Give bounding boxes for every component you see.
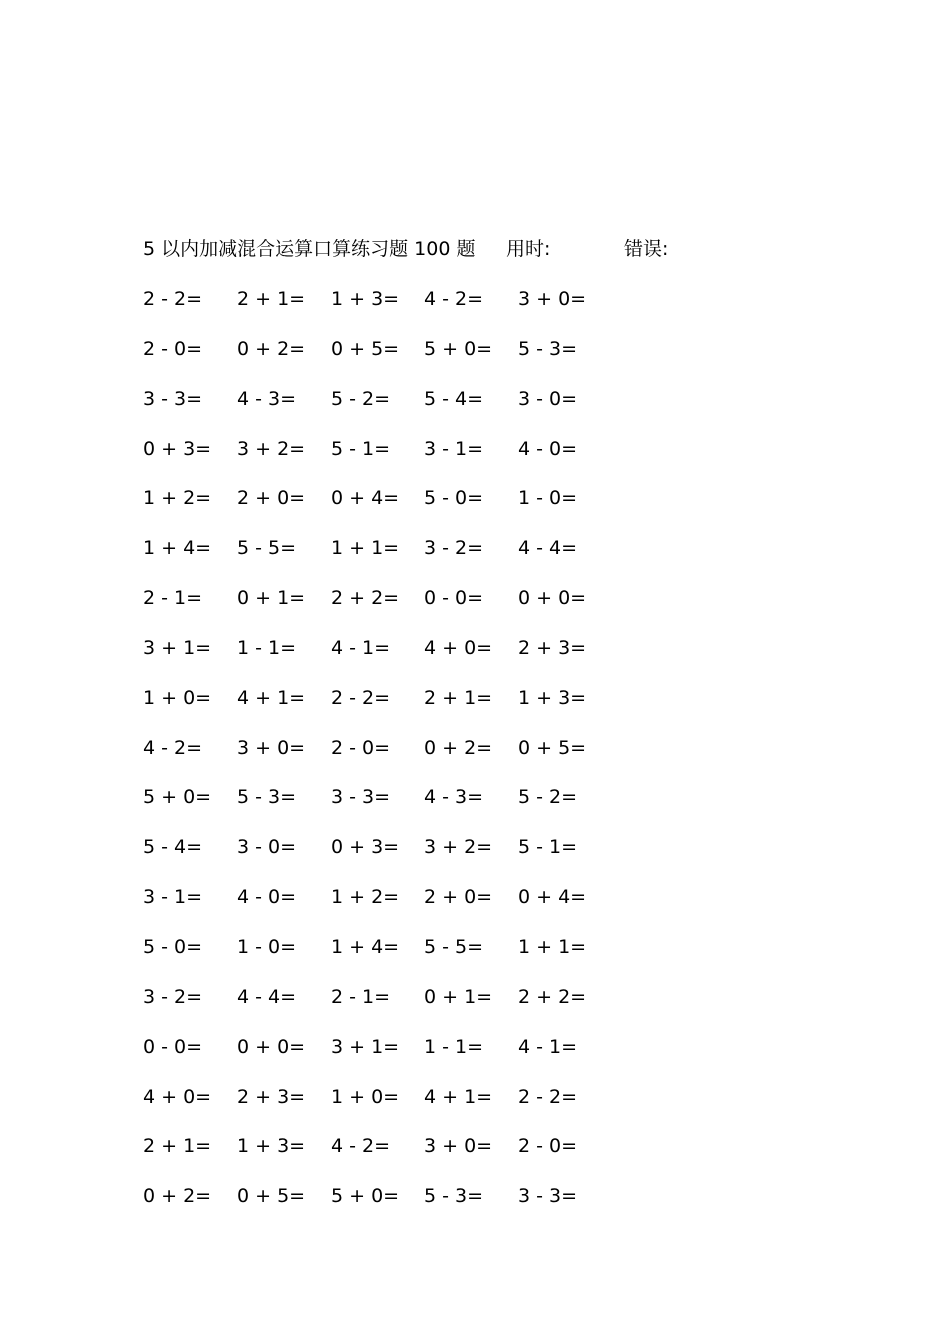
- problem-item: 5 - 1=: [331, 437, 391, 460]
- problem-item: 4 - 3=: [424, 786, 484, 809]
- problem-item: 4 - 1=: [331, 636, 391, 659]
- problem-item: 2 + 1=: [237, 288, 306, 310]
- problem-item: 4 - 2=: [424, 288, 484, 310]
- problem-item: 2 + 1=: [424, 686, 493, 709]
- problem-item: 5 - 3=: [518, 337, 578, 360]
- error-label: 错误:: [624, 238, 669, 260]
- problem-item: 2 + 2=: [331, 587, 400, 610]
- problem-item: 1 - 1=: [424, 1035, 484, 1058]
- problem-item: 4 - 0=: [518, 437, 578, 460]
- problem-item: 5 - 4=: [143, 836, 203, 859]
- problem-row: [143, 782, 623, 832]
- problem-item: 3 + 0=: [424, 1135, 493, 1158]
- problem-item: 1 + 3=: [518, 686, 587, 709]
- problem-item: 0 + 0=: [237, 1035, 306, 1058]
- problem-item: 5 + 0=: [143, 786, 212, 809]
- problem-item: 0 + 1=: [424, 985, 493, 1008]
- problem-item: 2 - 0=: [518, 1135, 578, 1158]
- problem-grid: [143, 284, 623, 1231]
- problem-item: 5 - 1=: [518, 836, 578, 859]
- problem-item: 5 - 3=: [237, 786, 297, 809]
- problem-item: 1 + 2=: [331, 886, 400, 909]
- problem-item: 1 + 2=: [143, 487, 212, 510]
- problem-item: 4 - 0=: [237, 886, 297, 909]
- problem-item: 4 - 4=: [237, 985, 297, 1008]
- problem-item: 2 - 0=: [143, 337, 203, 360]
- problem-item: 3 - 1=: [424, 437, 484, 460]
- problem-row: [143, 882, 623, 932]
- problem-item: 2 + 3=: [518, 636, 587, 659]
- problem-item: 1 - 1=: [237, 636, 297, 659]
- problem-item: 3 - 3=: [143, 387, 203, 410]
- problem-item: 0 + 2=: [424, 736, 493, 759]
- problem-item: 1 - 0=: [518, 487, 578, 510]
- problem-item: 2 - 2=: [331, 686, 391, 709]
- problem-item: 1 + 0=: [331, 1085, 400, 1108]
- problem-item: 0 + 2=: [237, 337, 306, 360]
- problem-item: 2 + 2=: [518, 985, 587, 1008]
- problem-item: 0 + 0=: [518, 587, 587, 610]
- problem-item: 1 + 1=: [518, 935, 587, 958]
- problem-item: 0 + 3=: [143, 437, 212, 460]
- problem-item: 3 - 1=: [143, 886, 203, 909]
- problem-item: 1 + 1=: [331, 537, 400, 560]
- problem-item: 3 + 1=: [143, 636, 212, 659]
- problem-item: 3 + 1=: [331, 1035, 400, 1058]
- problem-item: 5 - 0=: [143, 935, 203, 958]
- problem-item: 4 + 1=: [237, 686, 306, 709]
- problem-item: 2 - 2=: [143, 288, 203, 310]
- problem-item: 0 + 1=: [237, 587, 306, 610]
- problem-item: 2 + 0=: [237, 487, 306, 510]
- problem-item: 5 - 2=: [331, 387, 391, 410]
- problem-item: 0 + 4=: [518, 886, 587, 909]
- problem-item: 0 + 5=: [237, 1185, 306, 1208]
- problem-row: [143, 1082, 623, 1132]
- problem-item: 1 + 0=: [143, 686, 212, 709]
- problem-item: 4 - 4=: [518, 537, 578, 560]
- time-label: 用时:: [506, 238, 551, 260]
- problem-item: 3 + 0=: [237, 736, 306, 759]
- problem-item: 1 + 3=: [331, 288, 400, 310]
- problem-item: 4 - 2=: [331, 1135, 391, 1158]
- problem-row: [143, 683, 623, 733]
- problem-item: 4 - 3=: [237, 387, 297, 410]
- problem-item: 0 + 3=: [331, 836, 400, 859]
- problem-row: [143, 334, 623, 384]
- problem-item: 3 - 3=: [518, 1185, 578, 1208]
- problem-item: 2 + 1=: [143, 1135, 212, 1158]
- worksheet-title: 5 以内加减混合运算口算练习题 100 题: [143, 238, 476, 260]
- problem-item: 2 + 0=: [424, 886, 493, 909]
- problem-item: 5 - 5=: [237, 537, 297, 560]
- problem-row: [143, 533, 623, 583]
- problem-item: 1 - 0=: [237, 935, 297, 958]
- problem-item: 0 + 5=: [518, 736, 587, 759]
- problem-item: 5 - 2=: [518, 786, 578, 809]
- problem-row: [143, 483, 623, 533]
- problem-row: [143, 932, 623, 982]
- problem-item: 4 + 1=: [424, 1085, 493, 1108]
- problem-item: 2 - 0=: [331, 736, 391, 759]
- problem-item: 4 - 2=: [143, 736, 203, 759]
- problem-item: 5 + 0=: [331, 1185, 400, 1208]
- problem-row: [143, 384, 623, 434]
- problem-item: 1 + 3=: [237, 1135, 306, 1158]
- problem-item: 3 - 0=: [237, 836, 297, 859]
- problem-item: 4 + 0=: [143, 1085, 212, 1108]
- problem-item: 5 + 0=: [424, 337, 493, 360]
- problem-item: 3 - 2=: [143, 985, 203, 1008]
- problem-item: 4 + 0=: [424, 636, 493, 659]
- problem-row: [143, 982, 623, 1032]
- problem-item: 3 - 2=: [424, 537, 484, 560]
- problem-item: 0 + 2=: [143, 1185, 212, 1208]
- problem-item: 0 - 0=: [143, 1035, 203, 1058]
- worksheet-header: [143, 234, 843, 264]
- problem-row: [143, 1032, 623, 1082]
- problem-item: 4 - 1=: [518, 1035, 578, 1058]
- problem-item: 1 + 4=: [143, 537, 212, 560]
- problem-row: [143, 434, 623, 484]
- problem-item: 3 + 2=: [237, 437, 306, 460]
- problem-item: 2 - 1=: [143, 587, 203, 610]
- problem-item: 5 - 0=: [424, 487, 484, 510]
- problem-row: [143, 633, 623, 683]
- problem-item: 5 - 5=: [424, 935, 484, 958]
- problem-item: 2 + 3=: [237, 1085, 306, 1108]
- problem-item: 3 - 3=: [331, 786, 391, 809]
- problem-item: 5 - 4=: [424, 387, 484, 410]
- problem-row: [143, 832, 623, 882]
- problem-item: 2 - 1=: [331, 985, 391, 1008]
- problem-item: 3 + 0=: [518, 288, 587, 310]
- problem-item: 1 + 4=: [331, 935, 400, 958]
- problem-row: [143, 1181, 623, 1231]
- problem-item: 0 + 4=: [331, 487, 400, 510]
- problem-item: 5 - 3=: [424, 1185, 484, 1208]
- problem-item: 2 - 2=: [518, 1085, 578, 1108]
- problem-item: 3 - 0=: [518, 387, 578, 410]
- problem-row: [143, 733, 623, 783]
- problem-item: 0 + 5=: [331, 337, 400, 360]
- problem-row: [143, 583, 623, 633]
- problem-row: [143, 1131, 623, 1181]
- problem-row: [143, 284, 623, 334]
- problem-item: 0 - 0=: [424, 587, 484, 610]
- problem-item: 3 + 2=: [424, 836, 493, 859]
